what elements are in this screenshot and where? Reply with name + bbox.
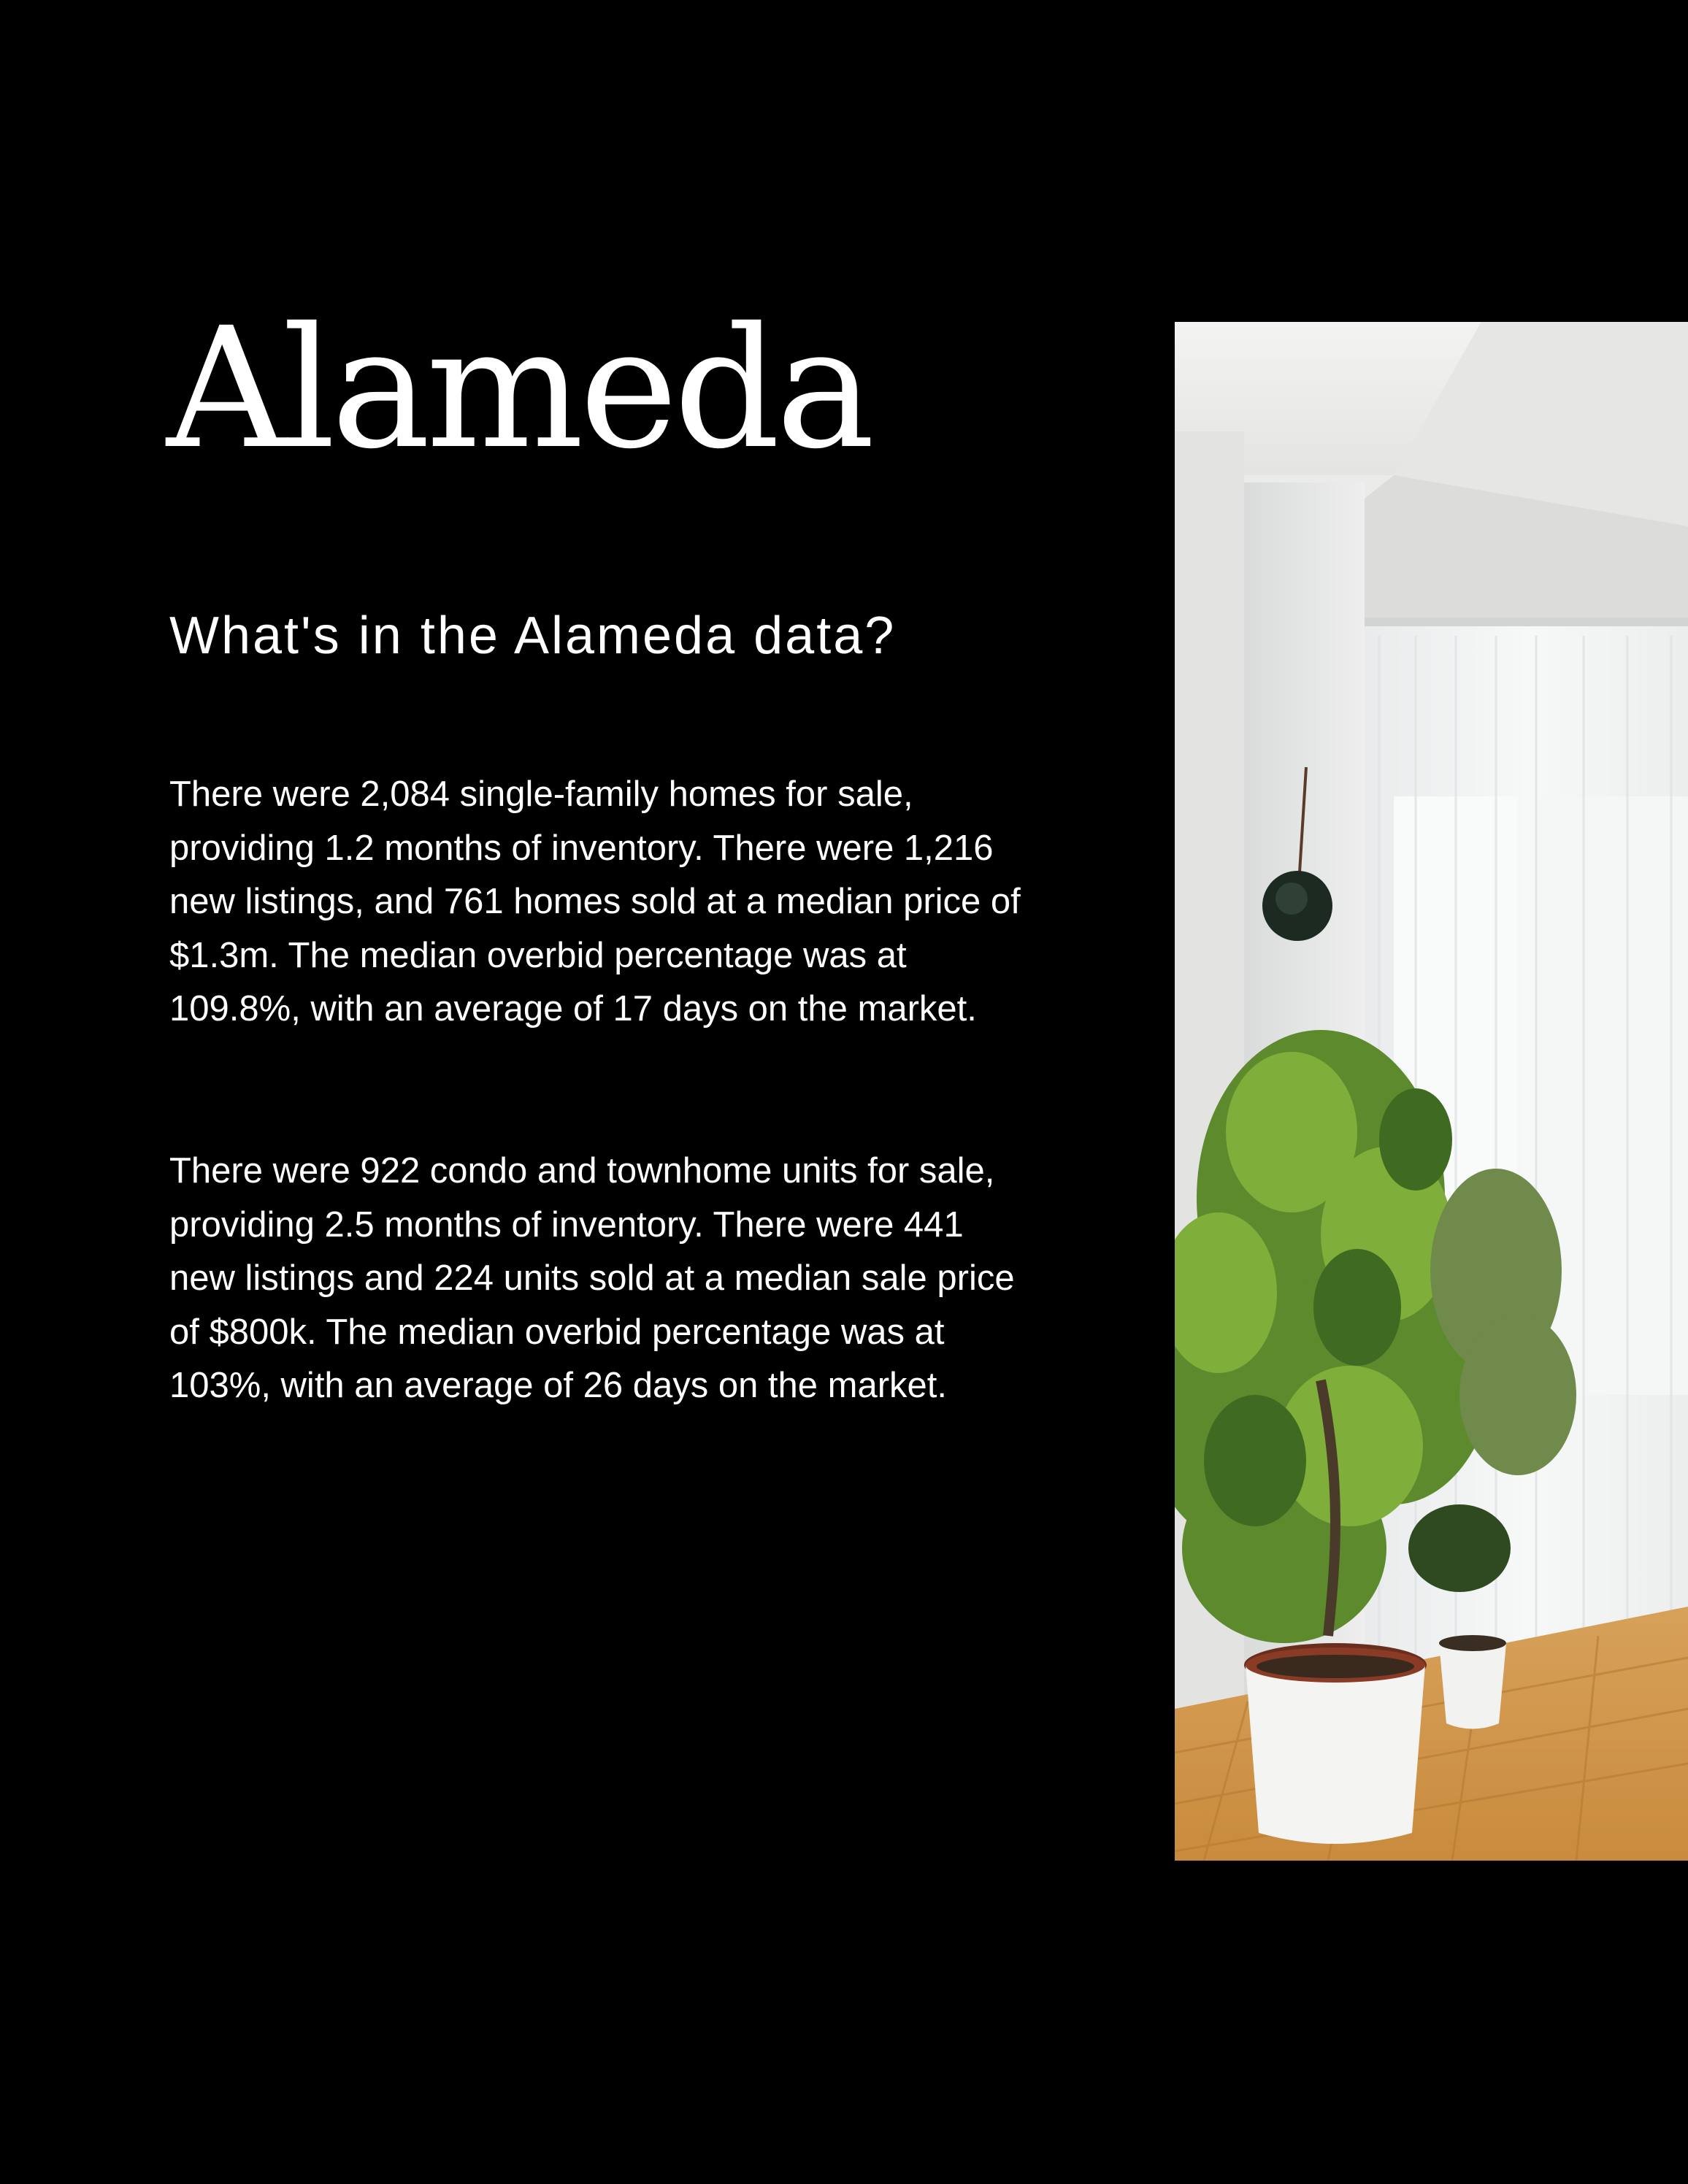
page-title: Alameda xyxy=(166,291,871,485)
interior-plants-photo xyxy=(1175,322,1688,1861)
single-family-paragraph: There were 2,084 single-family homes for sale, providing 1.2 months of inventory. There were 1,216 new listings, and 761 homes sold at a median price of $1.3m. The median overbid percentage was at 109.8%, with an average of 17 days on the market. xyxy=(169,774,1021,1028)
condo-townhome-paragraph: There were 922 condo and townhome units for sale, providing 2.5 months of inventory. There were 441 new listings and 224 units sold at a median sale price of $800k. The median overbid percentage was at 103%, with an average of 26 days on the market. xyxy=(169,1151,1015,1405)
section-subtitle: What's in the Alameda data? xyxy=(169,607,897,665)
